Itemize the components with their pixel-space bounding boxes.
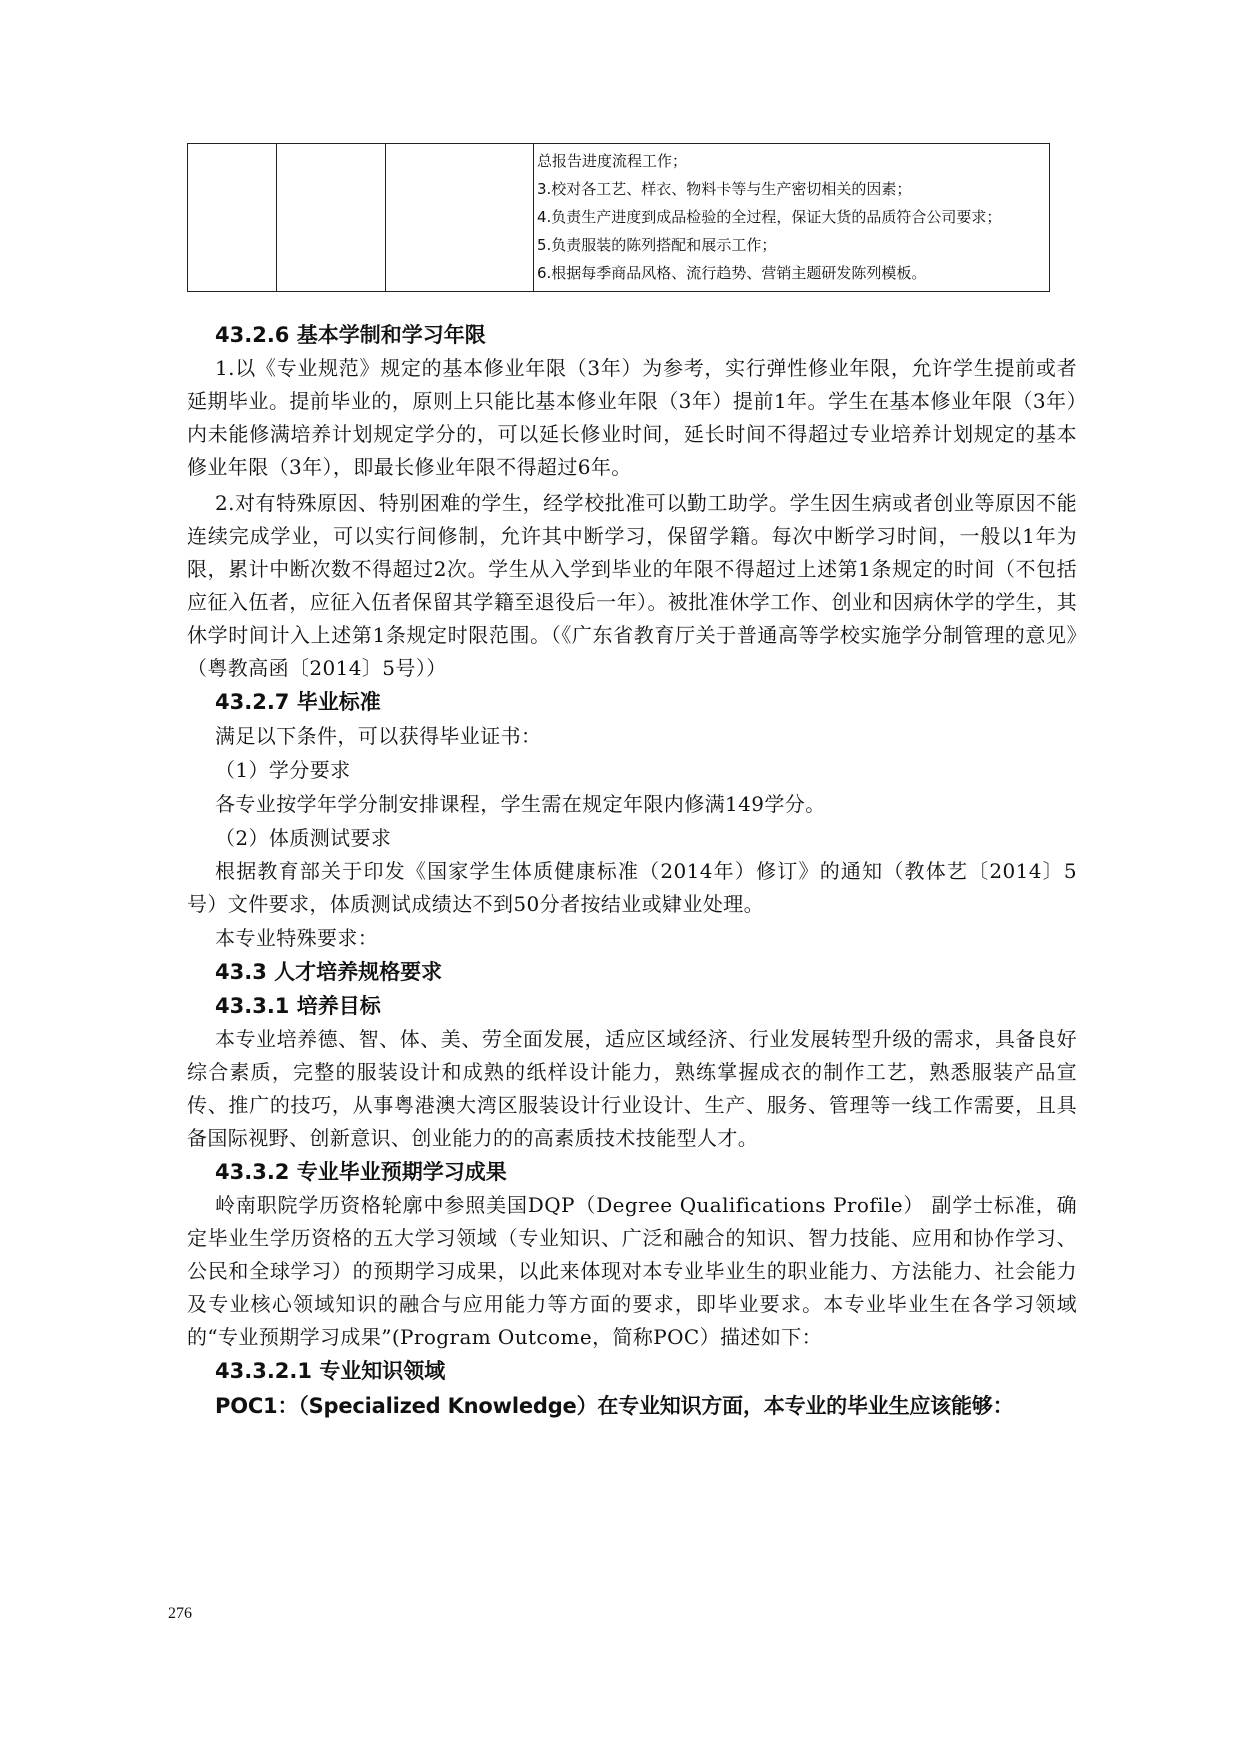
- fitness-requirement-text: 根据教育部关于印发《国家学生体质健康标准（2014年）修订》的通知（教体艺〔2014〕5号）文件要求，体质测试成绩达不到50分者按结业或肄业处理。: [187, 859, 1077, 916]
- body-content: [187, 318, 1077, 1424]
- duty-line: 5.负责服装的陈列搭配和展示工作；: [537, 236, 777, 254]
- table-cell: [277, 144, 386, 292]
- paragraph-duration-1: 1.以《专业规范》规定的基本修业年限（3年）为参考，实行弹性修业年限，允许学生提前或者延期毕业。提前毕业的，原则上只能比基本修业年限（3年）提前1年。学生在基本修业年限（3年）内未能修满培养计划规定学分的，可以延长修业时间，延长时间不得超过专业培养计划规定的基本修业年限（3年），即最长修业年限不得超过6年。: [187, 356, 1077, 479]
- poc1-statement: POC1：（Specialized Knowledge）在专业知识方面，本专业的毕业生应该能够：: [215, 1394, 1014, 1418]
- fitness-requirement-title: （2）体质测试要求: [215, 826, 392, 850]
- table-cell-duties: [534, 144, 1050, 292]
- paragraph-learning-outcomes: 岭南职院学历资格轮廓中参照美国DQP（Degree Qualifications Profile） 副学士标准，确定毕业生学历资格的五大学习领域（专业知识、广泛和融合的知识、智力技能、应用和协作学习、公民和全球学习）的预期学习成果，以此来体现对本专业毕业生的职业能力、方法能力、社会能力及专业核心领域知识的融合与应用能力等方面的要求，即毕业要求。本专业毕业生在各学习领域的“专业预期学习成果”(Program Outcome，简称POC）描述如下：: [187, 1193, 1077, 1349]
- section-heading-4332: 43.3.2 专业毕业预期学习成果: [215, 1160, 507, 1184]
- section-heading-43321: 43.3.2.1 专业知识领域: [215, 1359, 446, 1383]
- paragraph-training-goal: 本专业培养德、智、体、美、劳全面发展，适应区域经济、行业发展转型升级的需求，具备良好综合素质，完整的服装设计和成熟的纸样设计能力，熟练掌握成衣的制作工艺，熟悉服装产品宣传、推广的技巧，从事粤港澳大湾区服装设计行业设计、生产、服务、管理等一线工作需要，且具备国际视野、创新意识、创业能力的的高素质技术技能型人才。: [187, 1027, 1077, 1150]
- page-number: 276: [168, 1605, 192, 1622]
- duty-line: 4.负责生产进度到成品检验的全过程，保证大货的品质符合公司要求；: [537, 208, 1002, 226]
- duty-line: 6.根据每季商品风格、流行趋势、营销主题研发陈列模板。: [537, 264, 927, 282]
- credit-requirement-text: 各专业按学年学分制安排课程，学生需在规定年限内修满149学分。: [215, 792, 826, 816]
- section-heading-433: 43.3 人才培养规格要求: [215, 960, 443, 984]
- graduation-intro: 满足以下条件，可以获得毕业证书：: [215, 724, 542, 748]
- section-heading-4331: 43.3.1 培养目标: [215, 994, 381, 1018]
- credit-requirement-title: （1）学分要求: [215, 758, 351, 782]
- duty-line: 总报告进度流程工作；: [537, 152, 688, 170]
- table-cell: [386, 144, 534, 292]
- section-heading-4327: 43.2.7 毕业标准: [215, 690, 381, 714]
- section-heading-4326: 43.2.6 基本学制和学习年限: [215, 323, 486, 347]
- table-cell: [188, 144, 277, 292]
- paragraph-duration-2: 2.对有特殊原因、特别困难的学生，经学校批准可以勤工助学。学生因生病或者创业等原因不能连续完成学业，可以实行间修制，允许其中断学习，保留学籍。每次中断学习时间，一般以1年为限，累计中断次数不得超过2次。学生从入学到毕业的年限不得超过上述第1条规定的时间（不包括应征入伍者，应征入伍者保留其学籍至退役后一年）。被批准休学工作、创业和因病休学的学生，其休学时间计入上述第1条规定时限范围。（《广东省教育厅关于普通高等学校实施学分制管理的意见》（粤教高函〔2014〕5号））: [187, 491, 1077, 680]
- duty-line: 3.校对各工艺、样衣、物料卡等与生产密切相关的因素；: [537, 180, 912, 198]
- table-row: [188, 144, 1050, 292]
- job-duties-table: [187, 143, 1050, 292]
- special-requirement: 本专业特殊要求：: [215, 926, 379, 950]
